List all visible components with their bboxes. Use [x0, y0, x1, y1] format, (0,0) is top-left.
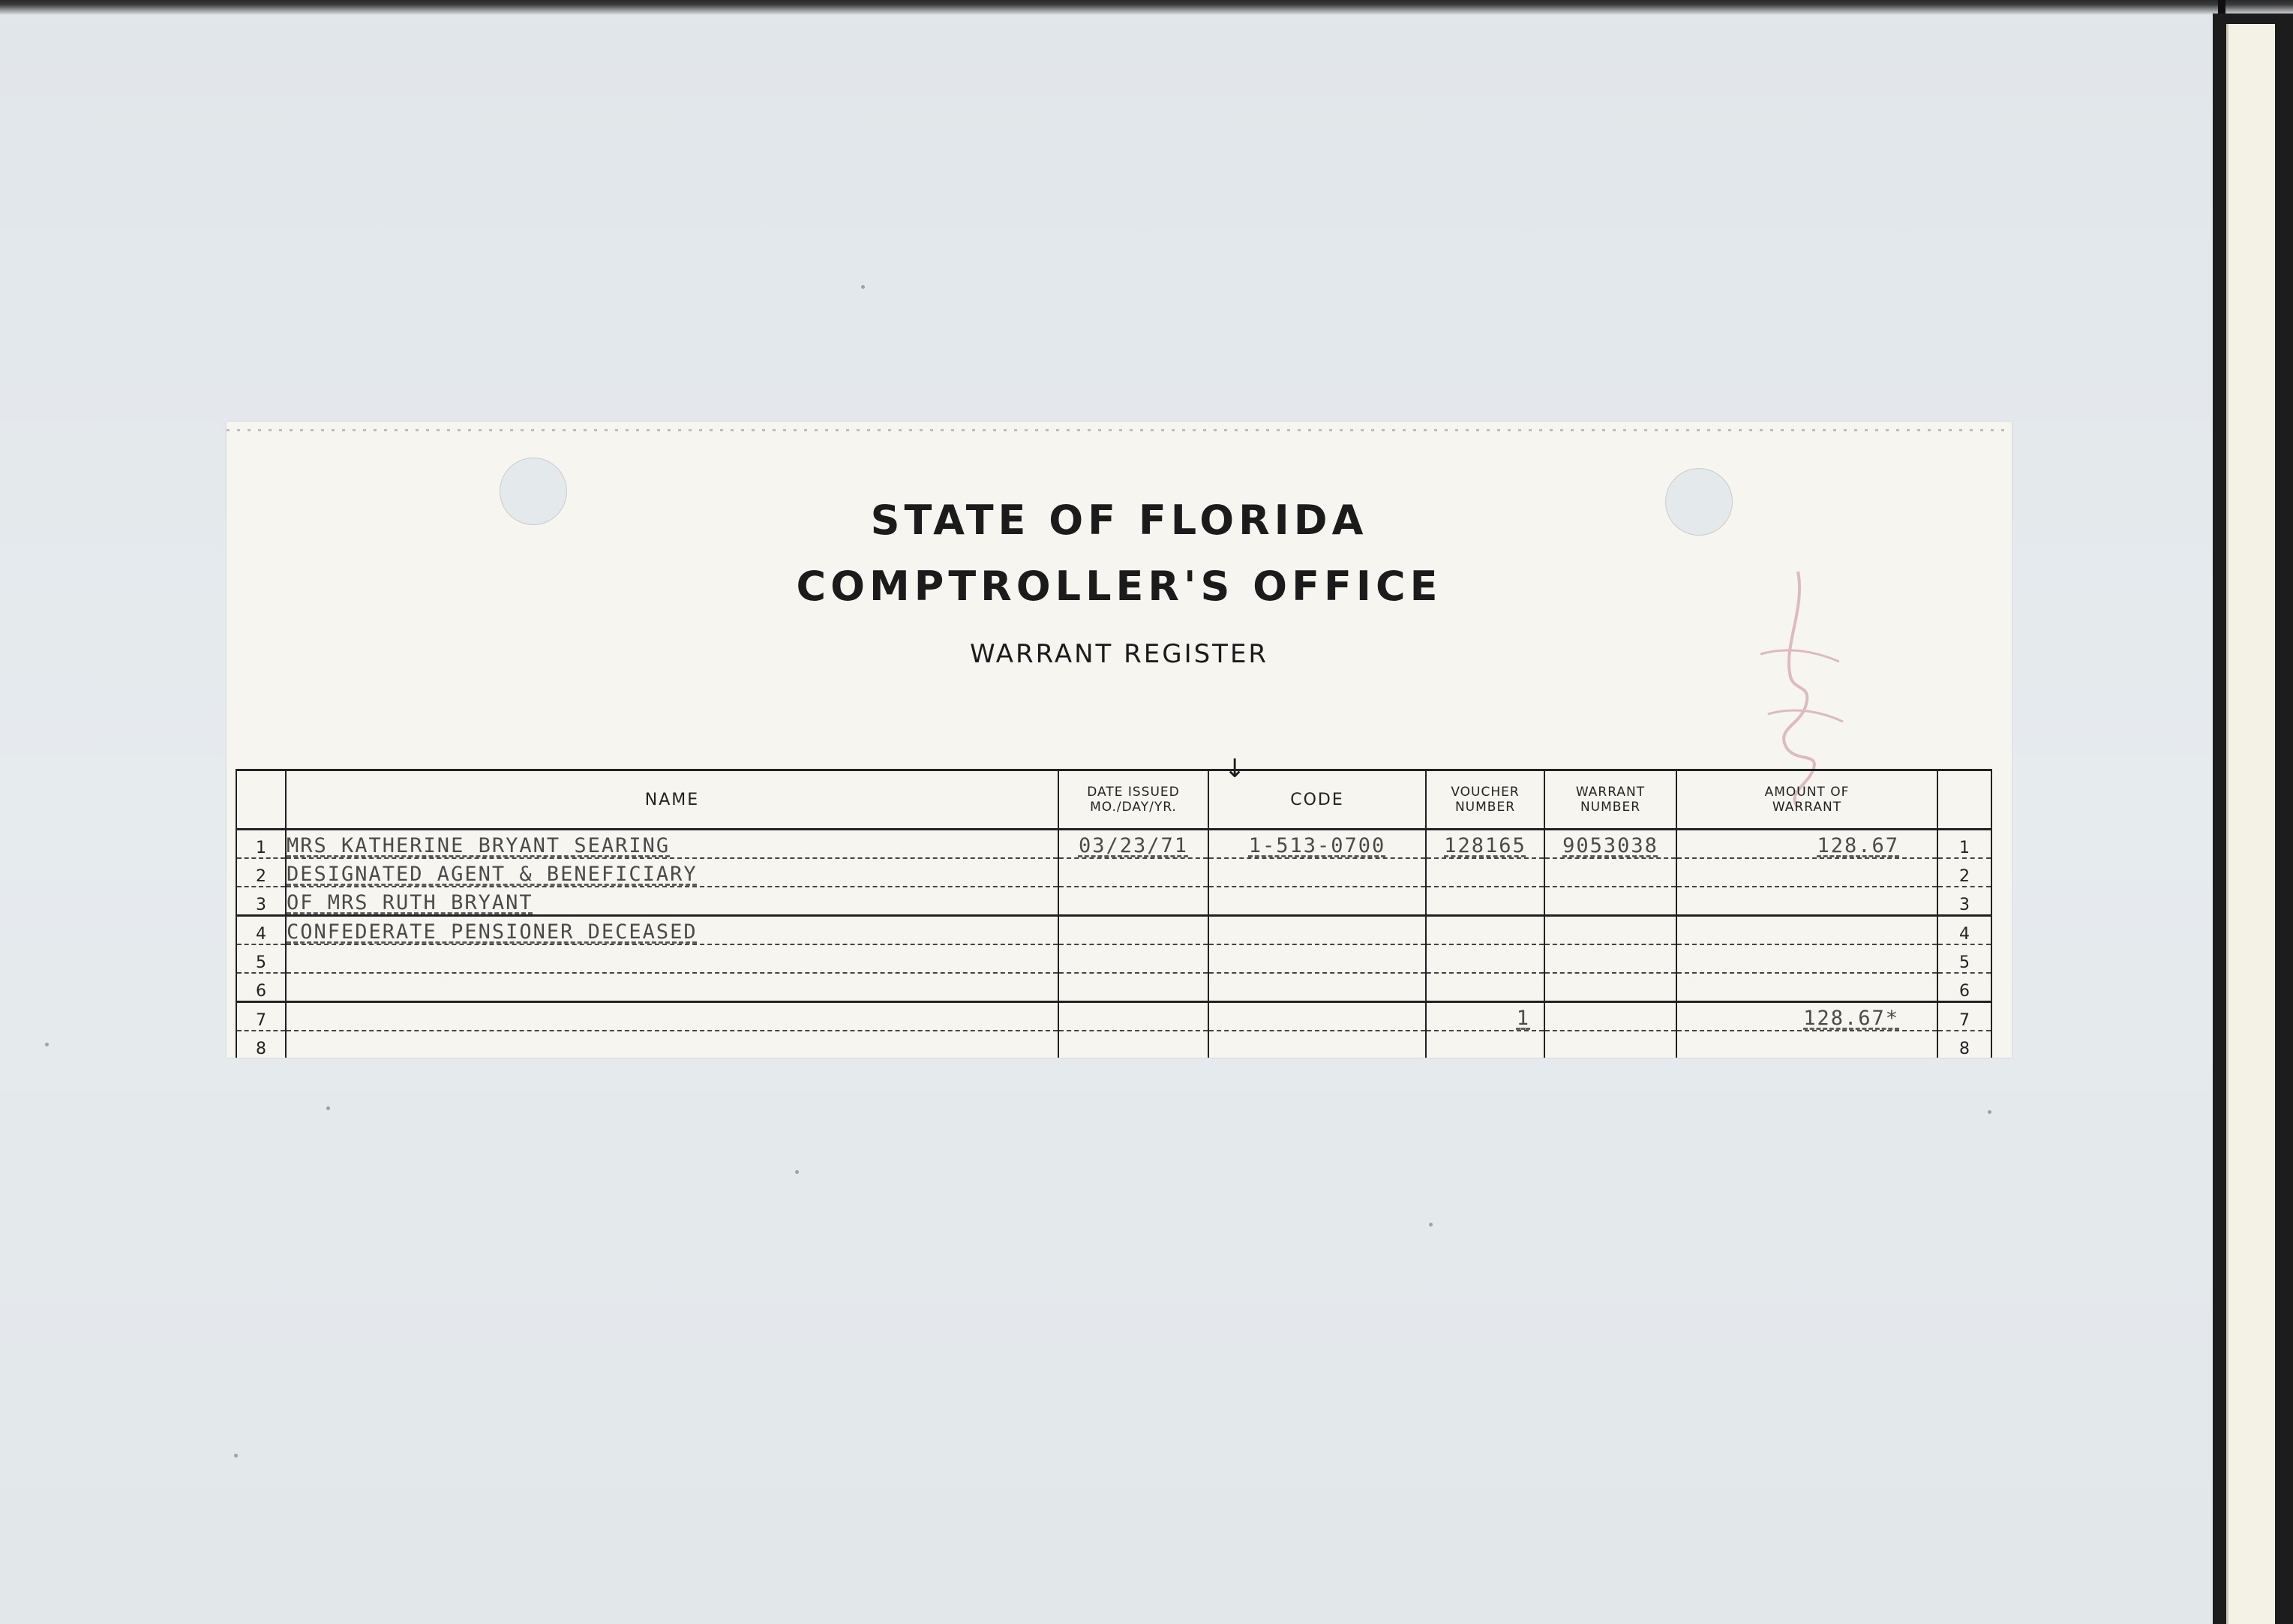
table-row [236, 1031, 1991, 1058]
line-number-right: 7 [1937, 1002, 1991, 1031]
column-marker-arrow-icon: ↓ [1224, 754, 1246, 784]
empty-cell [1676, 944, 1937, 973]
line-number-right: 1 [1937, 830, 1991, 859]
table-row [236, 916, 1991, 945]
form-subtitle: WARRANT REGISTER [969, 639, 1269, 669]
column-header-amount [1676, 770, 1937, 830]
amount-value: 128.67 [1676, 830, 1937, 859]
line-number-left: 6 [236, 973, 286, 1002]
empty-cell [1426, 858, 1544, 887]
column-header-amount-line1: AMOUNT OF [1764, 785, 1850, 800]
line-number-left: 1 [236, 830, 286, 859]
empty-cell [1058, 1031, 1208, 1058]
column-header-warrant [1544, 770, 1676, 830]
payee-description: DESIGNATED AGENT & BENEFICIARY [286, 858, 1058, 887]
column-header-date-label: DATE ISSUED [1087, 785, 1180, 800]
column-header-date-sub: MO./DAY/YR. [1090, 800, 1177, 815]
empty-cell [1426, 1031, 1544, 1058]
empty-cell [1208, 916, 1426, 945]
dust-speck [1429, 1223, 1433, 1226]
empty-cell [1676, 973, 1937, 1002]
table-row [236, 830, 1991, 859]
code-value: 1-513-0700 [1208, 830, 1426, 859]
form-title-line2: COMPTROLLER'S OFFICE [796, 563, 1442, 610]
empty-cell [1208, 887, 1426, 916]
dust-speck [1988, 1110, 1991, 1114]
empty-cell [1426, 944, 1544, 973]
warrant-number-value: 9053038 [1544, 830, 1676, 859]
empty-cell [1676, 887, 1937, 916]
empty-cell [1208, 973, 1426, 1002]
empty-cell [1058, 1002, 1208, 1031]
table-row [236, 1002, 1991, 1031]
empty-cell [1544, 1031, 1676, 1058]
dust-speck [234, 1454, 238, 1457]
empty-cell [1544, 1002, 1676, 1031]
line-number-right: 2 [1937, 858, 1991, 887]
empty-cell [1058, 916, 1208, 945]
empty-cell [1058, 944, 1208, 973]
line-number-right: 8 [1937, 1031, 1991, 1058]
header-blank-left [236, 770, 286, 830]
empty-cell [1426, 973, 1544, 1002]
column-header-warrant-line1: WARRANT [1575, 785, 1646, 800]
table-row [236, 887, 1991, 916]
dust-speck [45, 1043, 49, 1046]
perforated-edge [227, 422, 2012, 443]
table-row [236, 858, 1991, 887]
total-voucher-count: 1 [1426, 1002, 1544, 1031]
dust-speck [861, 285, 865, 289]
line-number-left: 5 [236, 944, 286, 973]
empty-cell [1544, 916, 1676, 945]
empty-cell [1058, 858, 1208, 887]
scanner-right-strip [2226, 24, 2275, 1624]
empty-cell [1208, 1002, 1426, 1031]
register-table-wrap [236, 769, 1991, 1058]
register-table [236, 769, 1992, 1058]
line-number-right: 5 [1937, 944, 1991, 973]
empty-cell [1544, 858, 1676, 887]
empty-cell [1426, 887, 1544, 916]
table-row [236, 944, 1991, 973]
empty-cell [1676, 858, 1937, 887]
line-number-left: 2 [236, 858, 286, 887]
total-amount-value: 128.67* [1676, 1002, 1937, 1031]
dust-speck [326, 1106, 330, 1110]
empty-cell [286, 973, 1058, 1002]
column-header-amount-line2: WARRANT [1772, 800, 1842, 815]
empty-cell [286, 1002, 1058, 1031]
warrant-register-form [227, 422, 2012, 1058]
column-header-voucher-line1: VOUCHER [1451, 785, 1520, 800]
payee-description: OF MRS RUTH BRYANT [286, 887, 1058, 916]
table-row [236, 973, 1991, 1002]
empty-cell [1208, 944, 1426, 973]
column-header-voucher-line2: NUMBER [1454, 800, 1516, 815]
column-header-warrant-line2: NUMBER [1580, 800, 1641, 815]
column-header-date [1058, 770, 1208, 830]
date-issued-value: 03/23/71 [1058, 830, 1208, 859]
header-blank-right [1937, 770, 1991, 830]
payee-description: CONFEDERATE PENSIONER DECEASED [286, 916, 1058, 945]
form-title-line1: STATE OF FLORIDA [870, 497, 1368, 544]
voucher-number-value: 128165 [1426, 830, 1544, 859]
line-number-left: 3 [236, 887, 286, 916]
table-header-row [236, 770, 1991, 830]
empty-cell [1208, 858, 1426, 887]
payee-name: MRS KATHERINE BRYANT SEARING [286, 830, 1058, 859]
line-number-left: 8 [236, 1031, 286, 1058]
line-number-right: 3 [1937, 887, 1991, 916]
column-header-code: CODE [1208, 770, 1426, 830]
scanner-top-edge [0, 0, 2293, 15]
empty-cell [1544, 887, 1676, 916]
empty-cell [1058, 887, 1208, 916]
line-number-right: 4 [1937, 916, 1991, 945]
empty-cell [1426, 916, 1544, 945]
empty-cell [286, 944, 1058, 973]
column-header-voucher [1426, 770, 1544, 830]
empty-cell [1676, 1031, 1937, 1058]
empty-cell [1676, 916, 1937, 945]
empty-cell [1544, 973, 1676, 1002]
empty-cell [1544, 944, 1676, 973]
empty-cell [1058, 973, 1208, 1002]
line-number-left: 7 [236, 1002, 286, 1031]
line-number-left: 4 [236, 916, 286, 945]
empty-cell [286, 1031, 1058, 1058]
dust-speck [795, 1170, 799, 1174]
line-number-right: 6 [1937, 973, 1991, 1002]
column-header-name: NAME [286, 770, 1058, 830]
empty-cell [1208, 1031, 1426, 1058]
